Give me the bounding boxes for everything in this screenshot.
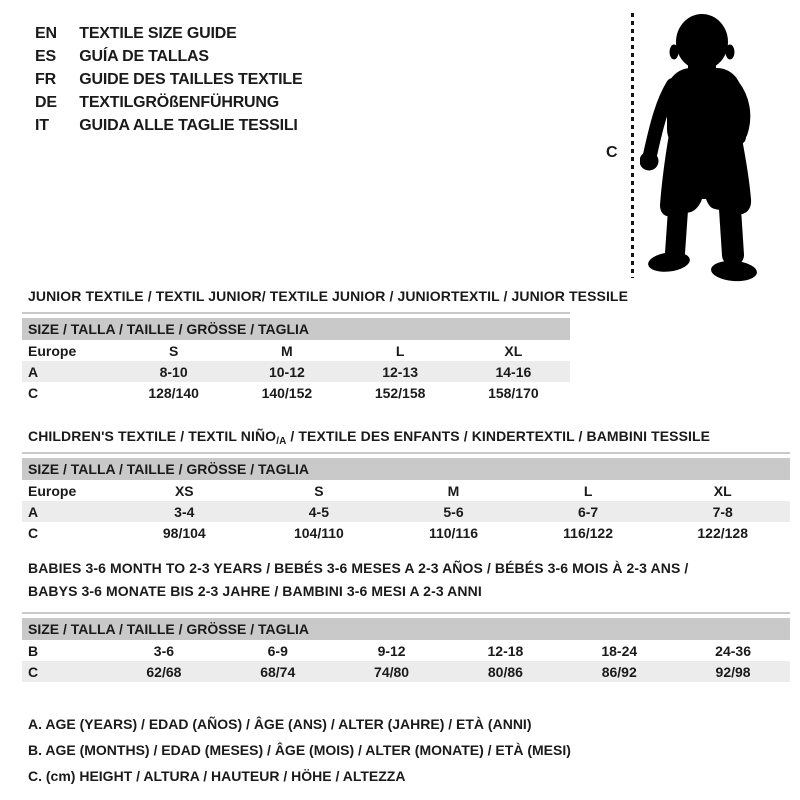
language-title-list xyxy=(35,22,302,137)
table-cell: 6-9 xyxy=(267,642,288,659)
guide-title-en: TEXTILE SIZE GUIDE xyxy=(79,25,237,42)
table-cell: 110/116 xyxy=(428,524,479,541)
table-cell: 122/128 xyxy=(697,524,748,541)
table-cell: 98/104 xyxy=(162,524,206,541)
babies-title-line2: BABYS 3-6 MONATE BIS 2-3 JAHRE / BAMBINI 3-6 MESI A 2-3 ANNI xyxy=(28,583,482,599)
children-table-title xyxy=(28,428,710,447)
footnote-a: A. AGE (YEARS) / EDAD (AÑOS) / ÂGE (ANS) / ALTER (JAHRE) / ETÀ (ANNI) xyxy=(28,716,532,732)
table-row xyxy=(22,480,790,501)
junior-size-table xyxy=(22,312,570,403)
size-header-band: SIZE / TALLA / TAILLE / GRÖSSE / TAGLIA xyxy=(22,458,790,480)
table-cell: XS xyxy=(174,482,194,499)
lang-code: FR xyxy=(35,71,56,88)
row-label: B xyxy=(28,642,39,659)
table-cell: M xyxy=(281,342,293,359)
table-cell: 62/68 xyxy=(146,663,182,680)
table-cell: 86/92 xyxy=(601,663,637,680)
babies-title-line1: BABIES 3-6 MONTH TO 2-3 YEARS / BEBÉS 3-6 MESES A 2-3 AÑOS / BÉBÉS 3-6 MOIS À 2-3 ANS / xyxy=(28,560,689,576)
height-measure-dashed-line xyxy=(631,13,634,278)
table-cell: 14-16 xyxy=(495,363,532,380)
table-cell: 3-4 xyxy=(174,503,195,520)
table-cell: M xyxy=(447,482,460,499)
row-label: A xyxy=(28,363,39,380)
lang-code: ES xyxy=(35,48,56,65)
footnote-b: B. AGE (MONTHS) / EDAD (MESES) / ÂGE (MOIS) / ALTER (MONATE) / ETÀ (MESI) xyxy=(28,742,571,758)
table-row xyxy=(22,661,790,682)
table-cell: 74/80 xyxy=(374,663,410,680)
table-cell: 7-8 xyxy=(712,503,733,520)
height-measure-label: C xyxy=(606,144,618,161)
lang-row-it xyxy=(35,114,302,137)
row-label: A xyxy=(28,503,39,520)
table-cell: 24-36 xyxy=(715,642,751,659)
table-row xyxy=(22,501,790,522)
babies-table-title xyxy=(28,557,688,603)
table-cell: 152/158 xyxy=(374,384,426,401)
table-cell: 116/122 xyxy=(563,524,614,541)
table-cell: 3-6 xyxy=(153,642,175,659)
babies-size-table xyxy=(22,612,790,682)
baby-silhouette-icon xyxy=(640,5,765,290)
lang-code: EN xyxy=(35,25,57,42)
table-cell: 140/152 xyxy=(261,384,313,401)
size-header-band: SIZE / TALLA / TAILLE / GRÖSSE / TAGLIA xyxy=(22,318,570,340)
title-text: / TEXTILE DES ENFANTS / KINDERTEXTIL / BAMBINI TESSILE xyxy=(286,428,711,444)
row-label: C xyxy=(28,384,39,401)
table-cell: L xyxy=(395,342,405,359)
lang-row-en xyxy=(35,22,302,45)
table-cell: 9-12 xyxy=(377,642,406,659)
table-cell: XL xyxy=(504,342,523,359)
guide-title-it: GUIDA ALLE TAGLIE TESSILI xyxy=(79,117,298,134)
table-cell: 12-13 xyxy=(382,363,419,380)
row-label: Europe xyxy=(28,482,77,499)
lang-code: IT xyxy=(35,117,49,134)
table-cell: L xyxy=(583,482,593,499)
lang-code: DE xyxy=(35,94,57,111)
lang-row-de xyxy=(35,91,302,114)
junior-table-title: JUNIOR TEXTILE / TEXTIL JUNIOR/ TEXTILE JUNIOR / JUNIORTEXTIL / JUNIOR TESSILE xyxy=(28,288,629,304)
table-cell: 5-6 xyxy=(443,503,464,520)
table-cell: S xyxy=(168,342,179,359)
table-row xyxy=(22,640,790,661)
guide-title-fr: GUIDE DES TAILLES TEXTILE xyxy=(79,71,303,88)
table-cell: 4-5 xyxy=(308,503,329,520)
table-cell: 12-18 xyxy=(487,642,524,659)
table-cell: 6-7 xyxy=(577,503,599,520)
title-text: CHILDREN'S TEXTILE / TEXTIL NIÑO xyxy=(28,428,277,444)
table-cell: 80/86 xyxy=(487,663,523,680)
table-cell: 104/110 xyxy=(293,524,344,541)
table-row xyxy=(22,522,790,543)
table-cell: 158/170 xyxy=(488,384,539,401)
footnote-c: C. (cm) HEIGHT / ALTURA / HAUTEUR / HÖHE / ALTEZZA xyxy=(28,768,406,784)
guide-title-es: GUÍA DE TALLAS xyxy=(79,48,209,65)
table-cell: XL xyxy=(713,482,732,499)
row-label: C xyxy=(28,663,39,680)
row-label: C xyxy=(28,524,39,541)
row-label: Europe xyxy=(28,342,77,359)
table-cell: 10-12 xyxy=(268,363,305,380)
table-row xyxy=(22,382,570,403)
size-header-band: SIZE / TALLA / TAILLE / GRÖSSE / TAGLIA xyxy=(22,618,790,640)
table-cell: 18-24 xyxy=(601,642,638,659)
table-cell: 92/98 xyxy=(715,663,751,680)
table-row xyxy=(22,340,570,361)
lang-row-fr xyxy=(35,68,302,91)
guide-title-de: TEXTILGRÖßENFÜHRUNG xyxy=(79,94,279,111)
table-cell: S xyxy=(314,482,324,499)
lang-row-es xyxy=(35,45,302,68)
table-cell: 68/74 xyxy=(260,663,296,680)
children-size-table xyxy=(22,452,790,543)
table-row xyxy=(22,361,570,382)
title-subscript: /A xyxy=(276,436,287,447)
measure-key-footnotes xyxy=(28,711,571,789)
table-cell: 128/140 xyxy=(148,384,199,401)
table-cell: 8-10 xyxy=(159,363,188,380)
